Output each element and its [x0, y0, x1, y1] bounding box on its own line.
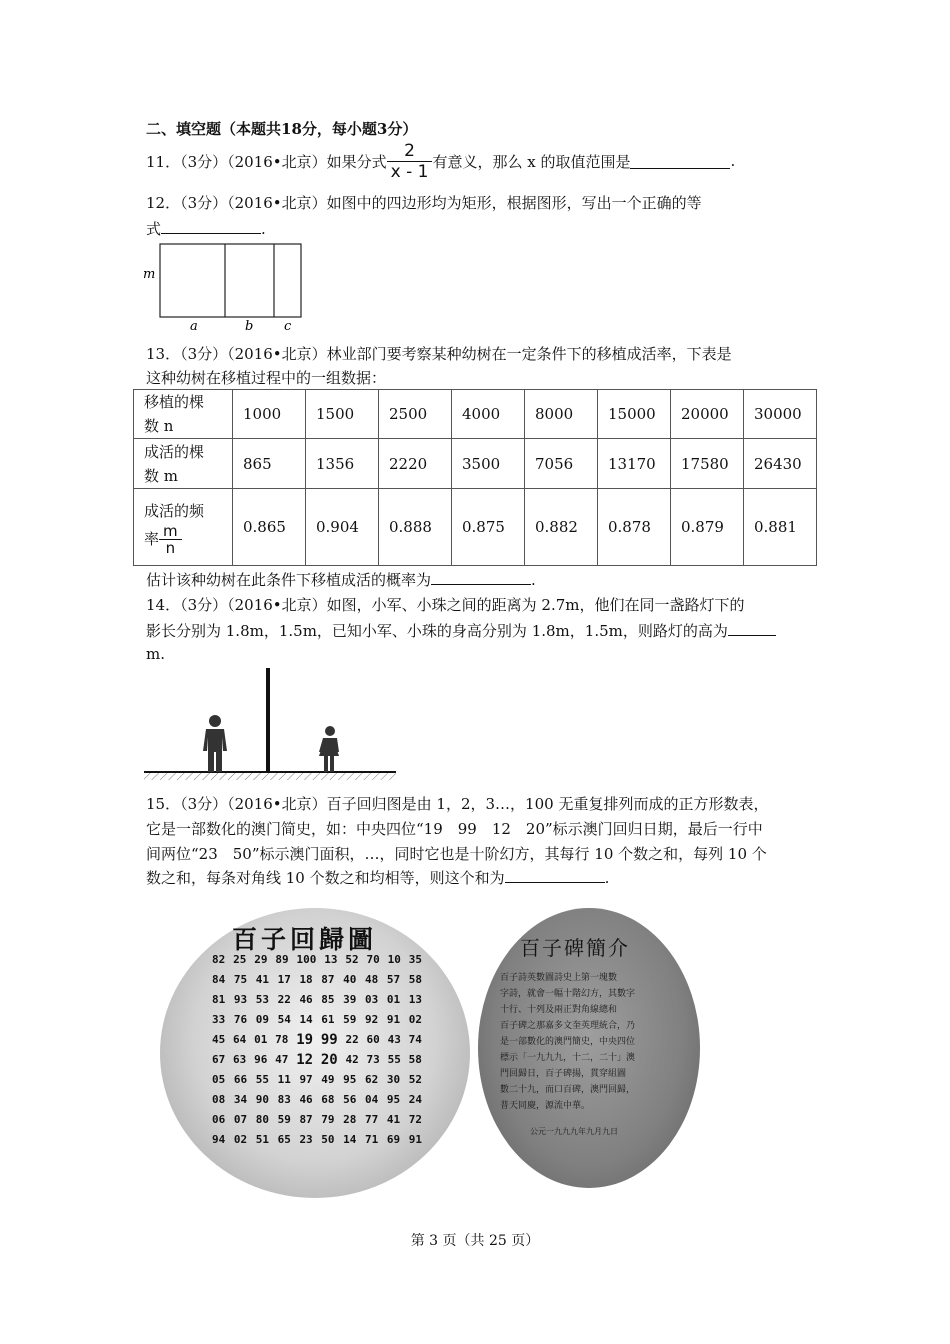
- header-n-line2: 数 n: [144, 417, 174, 435]
- grid-cell: 79: [321, 1113, 335, 1126]
- grid-row: [212, 1010, 422, 1030]
- table-cell: 17580: [671, 439, 744, 489]
- header-freq-prefix: 率: [144, 530, 160, 548]
- q11-answer-blank[interactable]: [630, 154, 730, 169]
- grid-cell: 60: [366, 1033, 380, 1046]
- grid-cell: 46: [299, 993, 313, 1006]
- q14-line-2: [146, 620, 776, 641]
- grid-row: [212, 1090, 422, 1110]
- grid-cell: 95: [386, 1093, 401, 1106]
- q12-line2-end: .: [261, 220, 266, 238]
- stele-line: 百子碑之那嘉多文奎英理統合，乃: [500, 1021, 636, 1031]
- grid-cell: 62: [365, 1073, 379, 1086]
- grid-cell: 76: [233, 1013, 248, 1026]
- grid-cell: 82: [212, 953, 226, 966]
- grid-cell: 72: [408, 1113, 422, 1126]
- q13-after-text: 估计该种幼树在此条件下移植成活的概率为: [146, 571, 432, 589]
- table-row-frequency: [134, 489, 817, 566]
- q12-label-a: a: [190, 319, 198, 334]
- grid-row: [212, 1050, 422, 1070]
- page-footer: 第 3 页（共 25 页）: [410, 1233, 540, 1249]
- table-cell: 0.875: [452, 489, 525, 566]
- grid-cell: 66: [233, 1073, 248, 1086]
- grid-cell: 93: [233, 993, 248, 1006]
- stele-line: 是一部數化的澳門簡史，中央四位: [500, 1037, 636, 1047]
- q15-line-4: [146, 867, 609, 888]
- grid-cell: 49: [321, 1073, 335, 1086]
- grid-cell: 33: [212, 1013, 226, 1026]
- grid-cell: 53: [255, 993, 269, 1006]
- grid-cell: 71: [365, 1133, 379, 1146]
- table-header-frequency: [134, 489, 233, 566]
- grid-cell: 64: [233, 1033, 247, 1046]
- grid-cell: 70: [366, 953, 380, 966]
- grid-cell: 02: [408, 1013, 422, 1026]
- person-xiaozhu-icon: [319, 726, 339, 772]
- grid-cell: 69: [386, 1133, 401, 1146]
- table-cell: 0.904: [306, 489, 379, 566]
- grid-cell: 54: [277, 1013, 291, 1026]
- grid-cell: 73: [366, 1053, 380, 1066]
- q13-line-2: 这种幼树在移植过程中的一组数据：: [146, 369, 387, 387]
- grid-cell: 97: [299, 1073, 313, 1086]
- grid-cell: 92: [365, 1013, 379, 1026]
- grid-cell: 14: [299, 1013, 313, 1026]
- q13-after-line: [146, 569, 536, 590]
- freq-frac-denominator: n: [159, 539, 182, 556]
- grid-cell: 55: [255, 1073, 269, 1086]
- q13-after-end: .: [531, 571, 536, 589]
- table-cell: 20000: [671, 390, 744, 439]
- stele-line: 公元一九九九年九月九日: [530, 1127, 618, 1136]
- table-cell: 0.888: [379, 489, 452, 566]
- grid-cell: 59: [277, 1113, 291, 1126]
- q13-line-1: 13．（3分）（2016•北京）林业部门要考察某种幼树在一定条件下的移植成活率，下表是: [146, 345, 732, 363]
- grid-cell: 22: [277, 993, 291, 1006]
- header-m-line1: 成活的棵: [144, 442, 205, 461]
- table-cell: 4000: [452, 390, 525, 439]
- grid-cell: 68: [321, 1093, 335, 1106]
- grid-cell: 96: [254, 1053, 268, 1066]
- grid-cell: 57: [386, 973, 401, 986]
- stele-line: 普天同慶，源流中華。: [500, 1101, 591, 1111]
- grid-cell: 91: [408, 1133, 422, 1146]
- grid-cell: 01: [254, 1033, 268, 1046]
- grid-cell: 22: [345, 1033, 359, 1046]
- grid-cell: 100: [296, 953, 317, 966]
- photo-left-title: 百子回歸圖: [232, 925, 378, 954]
- q12-outer-rectangle: [160, 244, 301, 317]
- q12-answer-blank[interactable]: [161, 219, 261, 234]
- q11-fraction: [387, 141, 433, 182]
- header-freq-fraction: [159, 523, 182, 556]
- grid-cell: 80: [255, 1113, 269, 1126]
- grid-cell: 85: [321, 993, 335, 1006]
- q15-line4-end: .: [604, 869, 610, 887]
- grid-cell: 91: [386, 1013, 401, 1026]
- grid-cell: 87: [321, 973, 335, 986]
- grid-cell: 05: [212, 1073, 226, 1086]
- grid-cell: 61: [321, 1013, 335, 1026]
- table-cell: 7056: [525, 439, 598, 489]
- stele-line: 十行、十列及兩正對角線總和: [500, 1005, 618, 1015]
- header-freq-line1: 成活的频: [144, 501, 205, 520]
- q13-answer-blank[interactable]: [431, 570, 531, 585]
- magic-square-grid: [212, 950, 422, 1150]
- grid-cell: 95: [343, 1073, 357, 1086]
- q15-line-1: 15．（3分）（2016•北京）百子回归图是由 1，2，3…，100 无重复排列而成的正方形数表，: [146, 795, 769, 813]
- grid-cell: 56: [343, 1093, 357, 1106]
- grid-cell: 18: [299, 973, 313, 986]
- grid-cell: 11: [277, 1073, 291, 1086]
- grid-cell: 06: [212, 1113, 226, 1126]
- grid-cell: 81: [212, 993, 226, 1006]
- q12-label-c: c: [284, 319, 292, 334]
- q15-line-3: 间两位“23 50”标示澳门面积，…，同时它也是十阶幻方，其每行 10 个数之和，每列 10 个: [146, 845, 767, 863]
- grid-cell: 89: [275, 953, 289, 966]
- grid-cell: 50: [321, 1133, 335, 1146]
- baizi-huigui-photo: [160, 908, 470, 1198]
- grid-cell: 59: [343, 1013, 357, 1026]
- grid-cell: 03: [365, 993, 379, 1006]
- table-cell: 15000: [598, 390, 671, 439]
- grid-row: [212, 1070, 422, 1090]
- table-cell: 1500: [306, 390, 379, 439]
- freq-frac-numerator: m: [163, 521, 178, 540]
- grid-cell: 43: [387, 1033, 401, 1046]
- q11-suffix: 有意义，那么 x 的取值范围是: [432, 152, 631, 171]
- q15-line-2: 它是一部数化的澳门简史，如：中央四位“19 99 12 20”标示澳门回归日期，最后一行中: [146, 820, 763, 838]
- q14-line2-text: 影长分别为 1.8m，1.5m，已知小军、小珠的身高分别为 1.8m，1.5m，则路灯的高为: [146, 622, 728, 640]
- grid-cell: 35: [408, 953, 422, 966]
- grid-cell: 63: [233, 1053, 247, 1066]
- grid-row: [212, 990, 422, 1010]
- q15-answer-blank[interactable]: [505, 868, 605, 883]
- grid-cell: 58: [408, 973, 422, 986]
- table-cell: 1000: [233, 390, 306, 439]
- q11-prefix: 11．（3分）（2016•北京）如果分式: [146, 152, 387, 171]
- section-title: 二、填空题（本题共18分，每小题3分）: [146, 120, 418, 138]
- grid-cell: 41: [386, 1113, 401, 1126]
- grid-cell: 78: [275, 1033, 289, 1046]
- grid-cell: 74: [408, 1033, 422, 1046]
- q14-answer-blank[interactable]: [728, 621, 776, 636]
- q12-label-b: b: [245, 319, 254, 334]
- table-header-m: [134, 439, 233, 489]
- q11-end: .: [730, 152, 736, 170]
- grid-row: [212, 970, 422, 990]
- grid-cell: 65: [277, 1133, 291, 1146]
- grid-cell: 84: [212, 973, 226, 986]
- grid-cell: 08: [212, 1093, 226, 1106]
- grid-cell: 10: [387, 953, 401, 966]
- grid-cell: 55: [387, 1053, 401, 1066]
- photo-right-title: 百子碑簡介: [520, 936, 630, 960]
- grid-cell: 30: [386, 1073, 401, 1086]
- streetlight-pole: [266, 668, 270, 772]
- grid-row: [212, 1030, 422, 1050]
- stele-line: 字詩，就會一幅十階幻方，其數字: [500, 989, 636, 999]
- table-cell: 26430: [744, 439, 817, 489]
- table-cell: 30000: [744, 390, 817, 439]
- table-cell: 1356: [306, 439, 379, 489]
- grid-row: [212, 1110, 422, 1130]
- grid-cell: 28: [343, 1113, 357, 1126]
- grid-cell: 04: [365, 1093, 379, 1106]
- q11-frac-numerator: 2: [404, 140, 415, 161]
- q12-line-1: 12．（3分）（2016•北京）如图中的四边形均为矩形，根据图形，写出一个正确的等: [146, 194, 702, 212]
- grid-cell: 25: [233, 953, 247, 966]
- grid-cell: 20: [320, 1052, 338, 1068]
- grid-cell: 94: [212, 1133, 226, 1146]
- q14-streetlight-diagram: [140, 664, 400, 784]
- grid-cell: 13: [408, 993, 422, 1006]
- grid-cell: 99: [320, 1032, 338, 1048]
- grid-cell: 39: [343, 993, 357, 1006]
- q15-line4-text: 数之和，每条对角线 10 个数之和均相等，则这个和为: [146, 869, 505, 887]
- grid-cell: 52: [408, 1073, 422, 1086]
- table-cell: 2220: [379, 439, 452, 489]
- q12-label-m: m: [143, 267, 156, 282]
- table-cell: 0.879: [671, 489, 744, 566]
- ground-hatching: [144, 772, 396, 780]
- stele-text: [500, 970, 680, 1140]
- grid-cell: 52: [345, 953, 359, 966]
- q11-frac-denominator: x - 1: [387, 161, 433, 182]
- table-cell: 13170: [598, 439, 671, 489]
- grid-cell: 12: [296, 1052, 314, 1068]
- grid-cell: 87: [299, 1113, 313, 1126]
- grid-cell: 47: [275, 1053, 289, 1066]
- baizi-bei-photo: [478, 908, 700, 1188]
- table-cell: 865: [233, 439, 306, 489]
- grid-cell: 67: [212, 1053, 226, 1066]
- table-row-transplanted: [134, 390, 817, 439]
- grid-cell: 34: [233, 1093, 248, 1106]
- stele-line: 標示「一九九九，十二，二十」澳: [500, 1053, 636, 1063]
- grid-row: [212, 1130, 422, 1150]
- grid-cell: 29: [254, 953, 268, 966]
- grid-cell: 41: [255, 973, 269, 986]
- table-cell: 8000: [525, 390, 598, 439]
- table-cell: 3500: [452, 439, 525, 489]
- grid-cell: 48: [365, 973, 379, 986]
- grid-cell: 09: [255, 1013, 269, 1026]
- grid-cell: 02: [233, 1133, 248, 1146]
- table-cell: 0.878: [598, 489, 671, 566]
- stele-line: 門回歸日，百子碑揚，貫穿組圖: [500, 1069, 627, 1079]
- q13-data-table: [133, 389, 817, 566]
- stele-line: 數二十九，而口百碑，澳門回歸，: [500, 1085, 636, 1095]
- q12-rectangle-diagram: [140, 240, 310, 335]
- grid-cell: 19: [296, 1032, 314, 1048]
- header-freq-line2: [144, 523, 222, 556]
- grid-cell: 58: [408, 1053, 422, 1066]
- grid-cell: 23: [299, 1133, 313, 1146]
- header-n-line1: 移植的棵: [144, 393, 205, 411]
- grid-cell: 42: [345, 1053, 359, 1066]
- q12-line-2: [146, 218, 266, 239]
- grid-cell: 40: [343, 973, 357, 986]
- grid-row: [212, 950, 422, 970]
- table-cell: 0.882: [525, 489, 598, 566]
- table-cell: 2500: [379, 390, 452, 439]
- header-m-line2: 数 m: [144, 466, 178, 485]
- table-cell: 0.881: [744, 489, 817, 566]
- table-row-survived: [134, 439, 817, 489]
- question-11: [146, 140, 736, 182]
- grid-cell: 14: [343, 1133, 357, 1146]
- grid-cell: 24: [408, 1093, 422, 1106]
- stele-line: 百子詩英數圖詩史上第一塊數: [500, 973, 618, 983]
- grid-cell: 90: [255, 1093, 269, 1106]
- grid-cell: 46: [299, 1093, 313, 1106]
- q14-line-1: 14．（3分）（2016•北京）如图，小军、小珠之间的距离为 2.7m，他们在同一盏路灯下的: [146, 596, 745, 614]
- table-header-n: [134, 390, 233, 439]
- grid-cell: 45: [212, 1033, 226, 1046]
- q14-line-3: m.: [146, 645, 165, 663]
- grid-cell: 83: [277, 1093, 291, 1106]
- grid-cell: 51: [255, 1133, 269, 1146]
- grid-cell: 01: [386, 993, 401, 1006]
- grid-cell: 75: [233, 973, 248, 986]
- grid-cell: 13: [324, 953, 338, 966]
- grid-cell: 77: [365, 1113, 379, 1126]
- grid-cell: 07: [233, 1113, 248, 1126]
- table-cell: 0.865: [233, 489, 306, 566]
- grid-cell: 17: [277, 973, 291, 986]
- q12-line2-prefix: 式: [146, 220, 162, 238]
- person-xiaojun-icon: [203, 715, 227, 772]
